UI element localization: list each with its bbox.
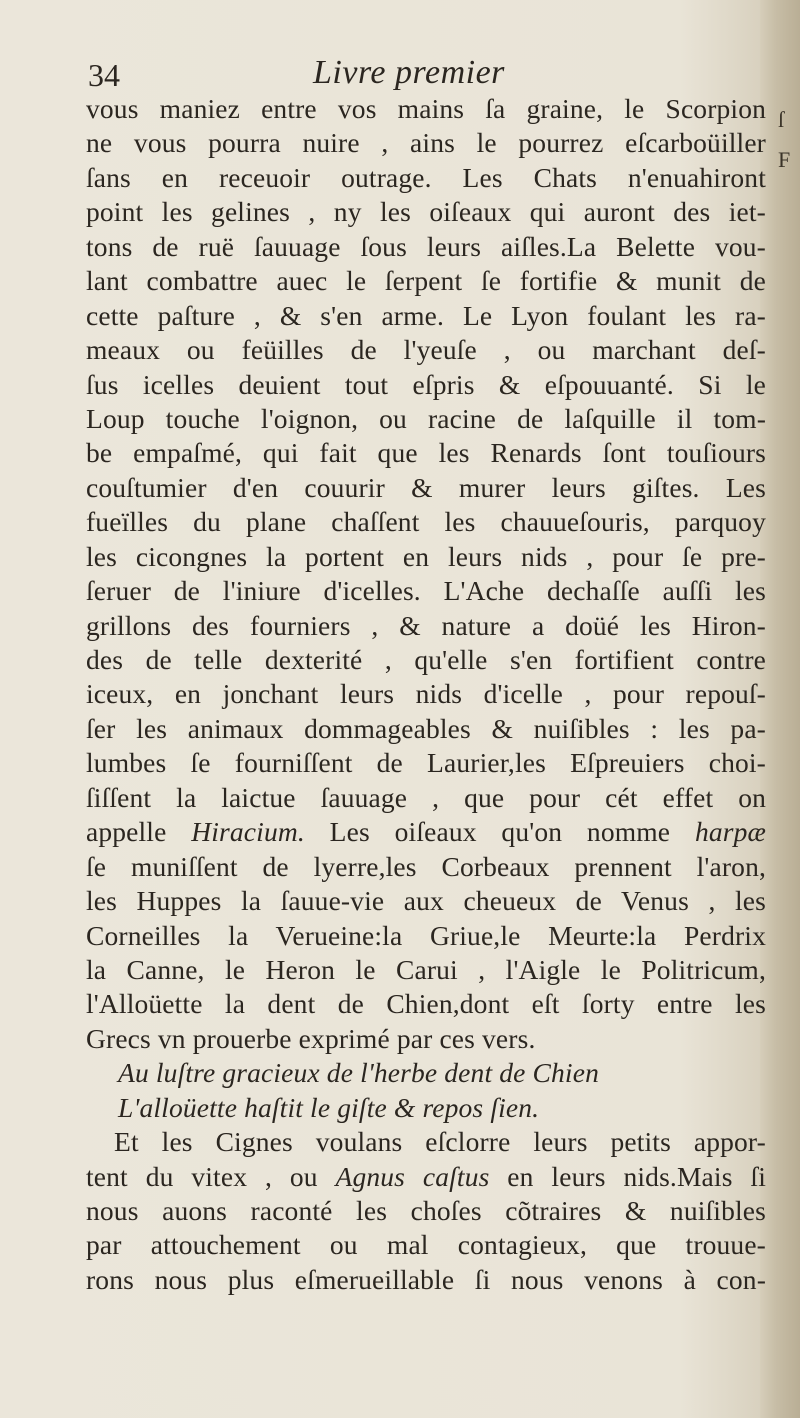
text-line: ſus icelles deuient tout eſpris & eſpouuanté. Si le (86, 368, 766, 400)
text-line: ne vous pourra nuire , ains le pourrez eſcarboüiller (86, 127, 766, 159)
text-run: appelle (86, 816, 192, 848)
text-line: iceux, en jonchant leurs nids d'icelle , pour repouſ- (86, 678, 766, 710)
text-line-mixed (86, 815, 766, 849)
facing-page-fragments (778, 100, 800, 180)
running-title: Livre premier (313, 54, 505, 91)
text-line: nous auons raconté les choſes cõtraires & nuiſibles (86, 1195, 766, 1226)
margin-fragment: ſ (778, 107, 785, 132)
text-line: point les gelines , ny les oiſeaux qui auront des iet- (86, 196, 766, 228)
text-line: fueïlles du plane chaſſent les chauueſouris, parquoy (86, 506, 766, 538)
verse-line: L'alloüette haſtit le giſte & repos ſien. (118, 1091, 540, 1123)
text-line: Grecs vn prouerbe exprimé par ces vers. (86, 1022, 536, 1054)
text-line: meaux ou feüilles de l'yeuſe , ou marchant deſ- (86, 334, 766, 366)
text-line: l'Alloüette la dent de Chien,dont eſt ſorty entre les (86, 988, 766, 1020)
italic-term: Agnus caſtus (335, 1160, 490, 1192)
text-line: tons de ruë ſauuage ſous leurs aiſles.La Belette vou- (86, 230, 766, 262)
text-line: vous maniez entre vos mains ſa graine, le Scorpion (86, 93, 766, 124)
page-number: 34 (88, 57, 120, 93)
page-gutter (760, 0, 800, 1418)
paragraph-start-line: Et les Cignes voulans eſclorre leurs petits appor- (114, 1126, 766, 1158)
text-run: tent du vitex , ou (86, 1160, 336, 1192)
text-line: be empaſmé, qui fait que les Renards ſont touſiours (86, 437, 766, 469)
text-run: Les oiſeaux qu'on nomme (304, 816, 695, 848)
italic-term: harpæ (694, 816, 766, 848)
italic-term: Hiracium. (191, 816, 305, 848)
text-run: en leurs nids.Mais ſi (489, 1160, 766, 1192)
text-line: Corneilles la Verueine:la Griue,le Meurte:la Perdrix (86, 919, 766, 951)
text-line: rons nous plus eſmerueillable ſi nous venons à con- (86, 1263, 766, 1295)
text-line: la Canne, le Heron le Carui , l'Aigle le Politricum, (86, 953, 766, 985)
margin-fragment: F (778, 147, 791, 172)
text-line: lant combattre auec le ſerpent ſe fortifie & munit de (86, 265, 766, 297)
text-line: grillons des fourniers , & nature a doüé les Hiron- (86, 609, 766, 641)
text-line: ſe muniſſent de lyerre,les Corbeaux prennent l'aron, (86, 850, 766, 882)
body-text (86, 92, 766, 1297)
text-line: les cicongnes la portent en leurs nids , pour ſe pre- (86, 540, 766, 572)
text-line: ſans en receuoir outrage. Les Chats n'enuahiront (86, 161, 766, 193)
text-line: les Huppes la ſauue-vie aux cheueux de Venus , les (86, 885, 766, 917)
text-line: cette paſture , & s'en arme. Le Lyon foulant les ra- (86, 299, 766, 331)
text-line: ſeruer de l'iniure d'icelles. L'Ache dechaſſe auſſi les (86, 575, 766, 607)
text-line: lumbes ſe fourniſſent de Laurier,les Eſpreuiers choi- (86, 747, 766, 779)
text-line: des de telle dexterité , qu'elle s'en fortifient contre (86, 644, 766, 675)
text-line: Loup touche l'oignon, ou racine de laſquille il tom- (86, 402, 766, 434)
text-line: ſiſſent la laictue ſauuage , que pour cét effet on (86, 781, 766, 813)
text-line: par attouchement ou mal contagieux, que trouue- (86, 1229, 766, 1261)
text-line: ſer les animaux dommageables & nuiſibles : les pa- (86, 712, 766, 744)
verse-line: Au luſtre gracieux de l'herbe dent de Chien (118, 1057, 599, 1089)
text-line-mixed (86, 1160, 766, 1194)
text-line: couſtumier d'en couurir & murer leurs giſtes. Les (86, 471, 766, 503)
